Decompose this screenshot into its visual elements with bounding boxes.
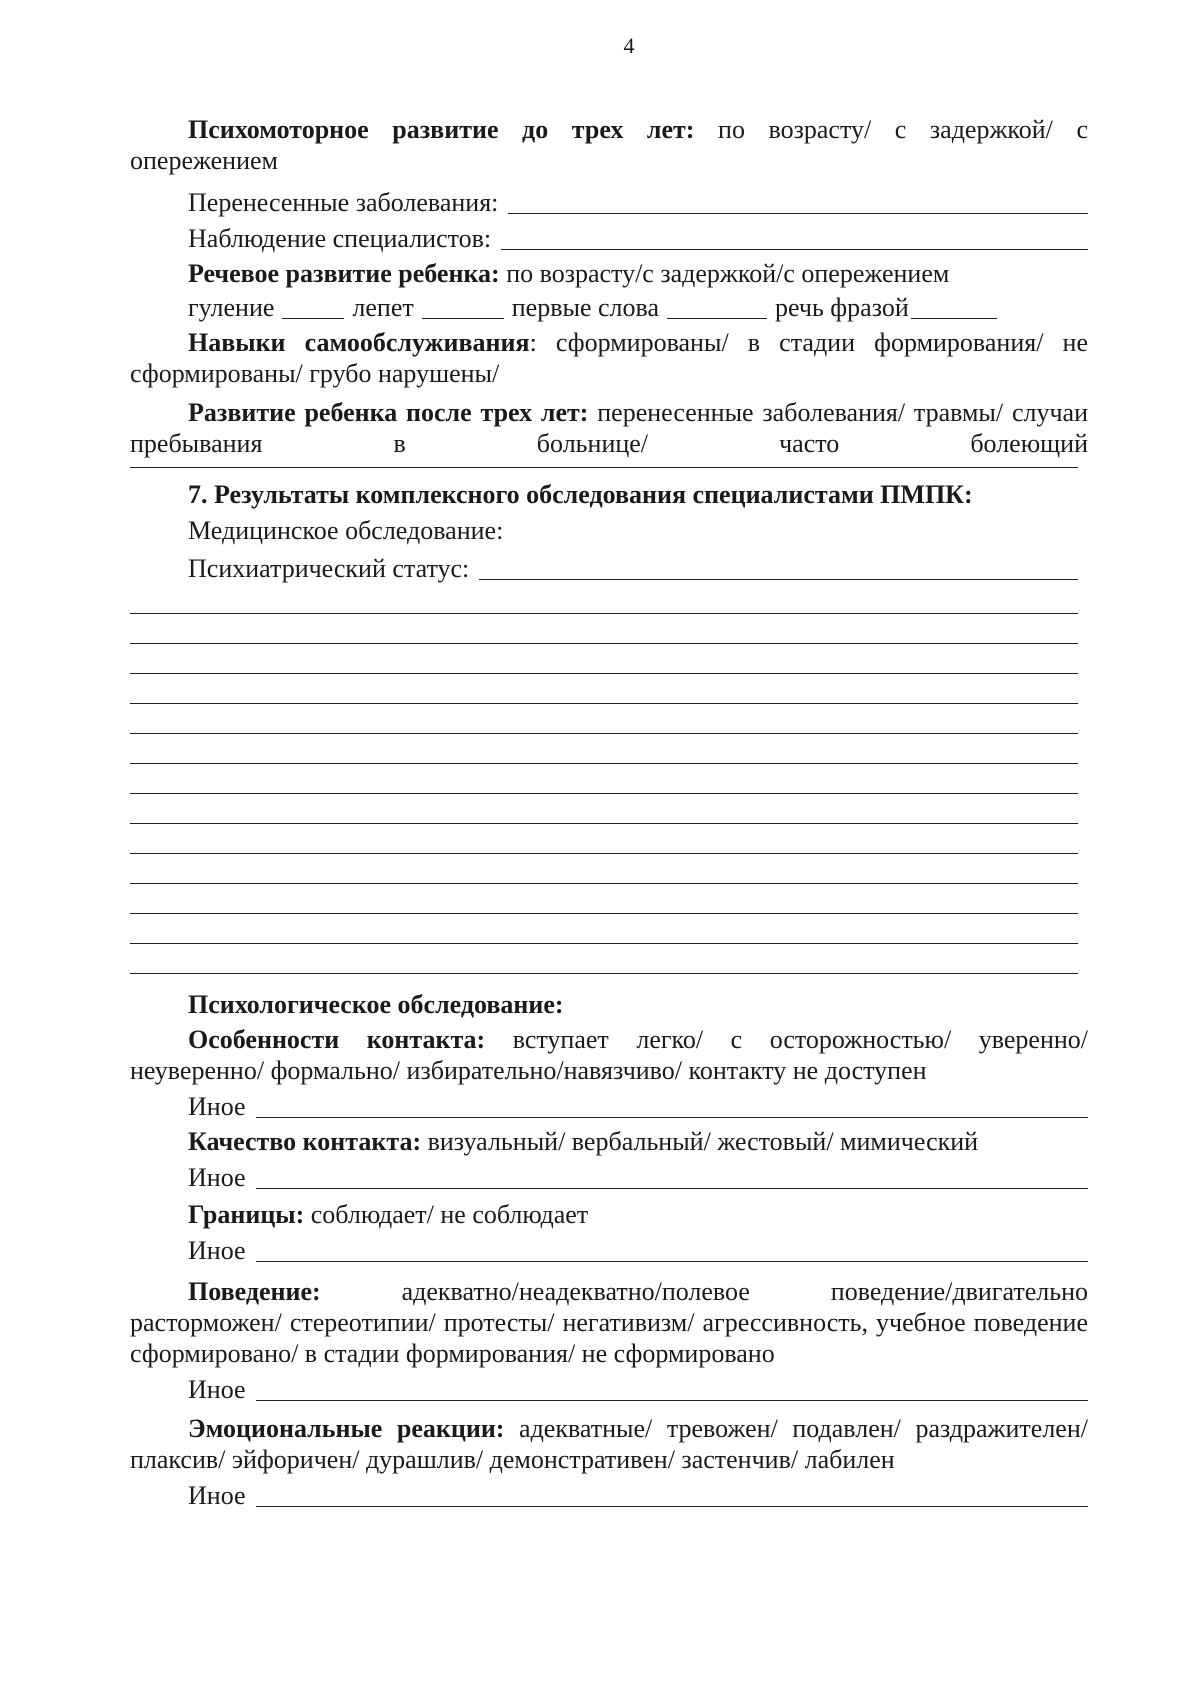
past-diseases-field (130, 182, 1088, 218)
speech-milestones-row (130, 289, 1088, 323)
psych-exam-title (130, 986, 1088, 1024)
contact-quality-other-blank[interactable] (256, 1166, 1088, 1189)
boundaries-options: соблюдает/ не соблюдает (304, 1200, 589, 1229)
other-label: Иное (188, 1092, 246, 1121)
emotional-options: адекватные/ тревожен/ подавлен/ раздражителен/ плаксив/ эйфоричен/ дурашлив/ демонстративен/ застенчив/ лабилен (130, 1414, 1088, 1474)
phrase-speech-label: речь фразой (774, 293, 909, 322)
psychiatric-notes-lines (130, 584, 1088, 974)
emotional-other-field (130, 1475, 1088, 1511)
psych-exam-title-text: Психологическое обследование: (188, 990, 564, 1019)
notes-line[interactable] (130, 704, 1078, 734)
notes-line[interactable] (130, 884, 1078, 914)
speech-paragraph (130, 258, 1088, 289)
psychiatric-status-label: Психиатрический статус: (188, 554, 470, 583)
psychomotor-label: Психомоторное развитие до трех лет: (188, 115, 695, 144)
other-label: Иное (188, 1375, 246, 1404)
specialists-field (130, 218, 1088, 254)
contact-quality-options: визуальный/ вербальный/ жестовый/ мимический (421, 1127, 979, 1156)
notes-line[interactable] (130, 674, 1078, 704)
behavior-options: адекватно/неадекватно/полевое поведение/двигательно расторможен/ стереотипии/ протесты/ негативизм/ агрессивность, учебное поведение сформировано/ в стадии формирования/ не сформировано (130, 1277, 1088, 1368)
emotional-other-blank[interactable] (256, 1484, 1088, 1507)
notes-line[interactable] (130, 644, 1078, 674)
notes-line[interactable] (130, 854, 1078, 884)
specialists-label: Наблюдение специалистов: (188, 224, 492, 253)
boundaries-other-blank[interactable] (256, 1239, 1088, 1262)
behavior-other-blank[interactable] (256, 1378, 1088, 1401)
specialists-blank[interactable] (501, 227, 1088, 250)
psychomotor-paragraph (130, 114, 1088, 176)
psychomotor-options: по возрасту/ с задержкой/ с опережением (130, 115, 1088, 175)
other-label: Иное (188, 1481, 246, 1510)
notes-line[interactable] (130, 584, 1078, 614)
notes-line[interactable] (130, 734, 1078, 764)
cooing-label: гуление (188, 293, 275, 322)
contact-features-other-blank[interactable] (256, 1095, 1088, 1118)
after-three-options: перенесенные заболевания/ травмы/ случаи пребывания в больнице/ часто болеющий (130, 398, 1088, 458)
notes-line[interactable] (130, 944, 1078, 974)
contact-quality-label: Качество контакта: (188, 1127, 422, 1156)
cooing-blank[interactable] (282, 296, 344, 319)
selfcare-options: : сформированы/ в стадии формирования/ не сформированы/ грубо нарушены/ (130, 328, 1088, 388)
contact-quality-other-field (130, 1157, 1088, 1193)
emotional-paragraph (130, 1413, 1088, 1475)
notes-line[interactable] (130, 614, 1078, 644)
emotional-label: Эмоциональные реакции: (188, 1414, 505, 1443)
notes-line[interactable] (130, 764, 1078, 794)
babble-blank[interactable] (422, 296, 504, 319)
after-three-blank[interactable] (130, 459, 1078, 468)
page-number: 4 (623, 33, 635, 58)
behavior-other-field (130, 1369, 1088, 1405)
contact-features-label: Особенности контакта: (188, 1025, 486, 1054)
notes-line[interactable] (130, 914, 1078, 944)
section-7-title-text: 7. Результаты комплексного обследования специалистами ПМПК: (188, 480, 973, 509)
babble-label: лепет (352, 293, 414, 322)
after-three-label: Развитие ребенка после трех лет: (188, 398, 589, 427)
past-diseases-blank[interactable] (508, 191, 1088, 214)
behavior-paragraph (130, 1276, 1088, 1369)
contact-features-other-field (130, 1086, 1088, 1122)
other-label: Иное (188, 1236, 246, 1265)
behavior-label: Поведение: (188, 1277, 321, 1306)
phrase-speech-blank[interactable] (911, 296, 997, 319)
section-7-title (130, 476, 1088, 514)
selfcare-label: Навыки самообслуживания (188, 328, 530, 357)
first-words-blank[interactable] (667, 296, 767, 319)
speech-label: Речевое развитие ребенка: (188, 259, 500, 288)
notes-line[interactable] (130, 794, 1078, 824)
speech-options: по возрасту/с задержкой/с опережением (499, 259, 950, 288)
boundaries-label: Границы: (188, 1200, 305, 1229)
notes-line[interactable] (130, 824, 1078, 854)
first-words-label: первые слова (511, 293, 659, 322)
contact-features-options: вступает легко/ с осторожностью/ уверенно/ неуверенно/ формально/ избирательно/навязчиво/ контакту не доступен (130, 1025, 1088, 1085)
psychiatric-status-blank[interactable] (479, 557, 1078, 580)
contact-features-paragraph (130, 1024, 1088, 1086)
other-label: Иное (188, 1163, 246, 1192)
psychiatric-status-field (130, 548, 1088, 584)
contact-quality-paragraph (130, 1126, 1088, 1157)
boundaries-paragraph (130, 1199, 1088, 1230)
boundaries-other-field (130, 1230, 1088, 1266)
past-diseases-label: Перенесенные заболевания: (188, 188, 499, 217)
medical-exam-label: Медицинское обследование: (188, 516, 504, 545)
selfcare-paragraph (130, 327, 1088, 389)
after-three-paragraph (130, 397, 1088, 459)
